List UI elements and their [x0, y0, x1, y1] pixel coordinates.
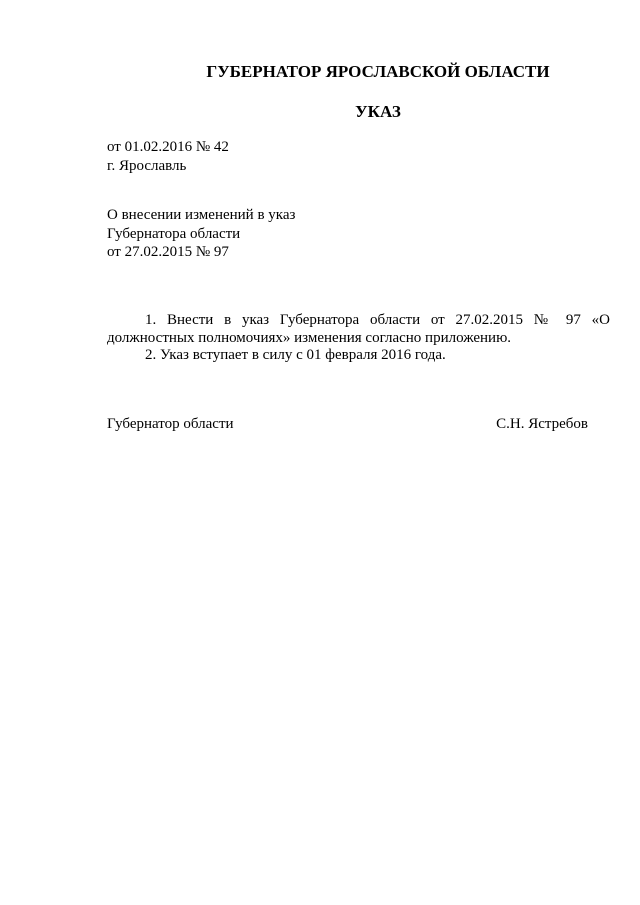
- document-body: [107, 312, 610, 365]
- body-paragraph-1: 1. Внести в указ Губернатора области от 27.02.2015 № 97 «О должностных полномочиях» изменения согласно приложению.: [107, 312, 610, 346]
- subject-line: от 27.02.2015 № 97: [107, 244, 229, 260]
- signatory-name: С.Н. Ястребов: [496, 416, 588, 432]
- subject-line: О внесении изменений в указ: [107, 207, 296, 223]
- document-subject: [107, 206, 295, 262]
- signature-block: [107, 415, 588, 434]
- document-meta: [107, 138, 229, 175]
- signatory-position: Губернатор области: [107, 416, 234, 432]
- document-type-title: УКАЗ: [355, 102, 401, 121]
- date-and-number: от 01.02.2016 № 42: [107, 139, 229, 155]
- subject-line: Губернатора области: [107, 225, 241, 242]
- issuing-authority-title: ГУБЕРНАТОР ЯРОСЛАВСКОЙ ОБЛАСТИ: [206, 62, 550, 81]
- body-paragraph-2: 2. Указ вступает в силу с 01 февраля 2016 года.: [145, 347, 446, 363]
- issue-city: г. Ярославль: [107, 157, 187, 174]
